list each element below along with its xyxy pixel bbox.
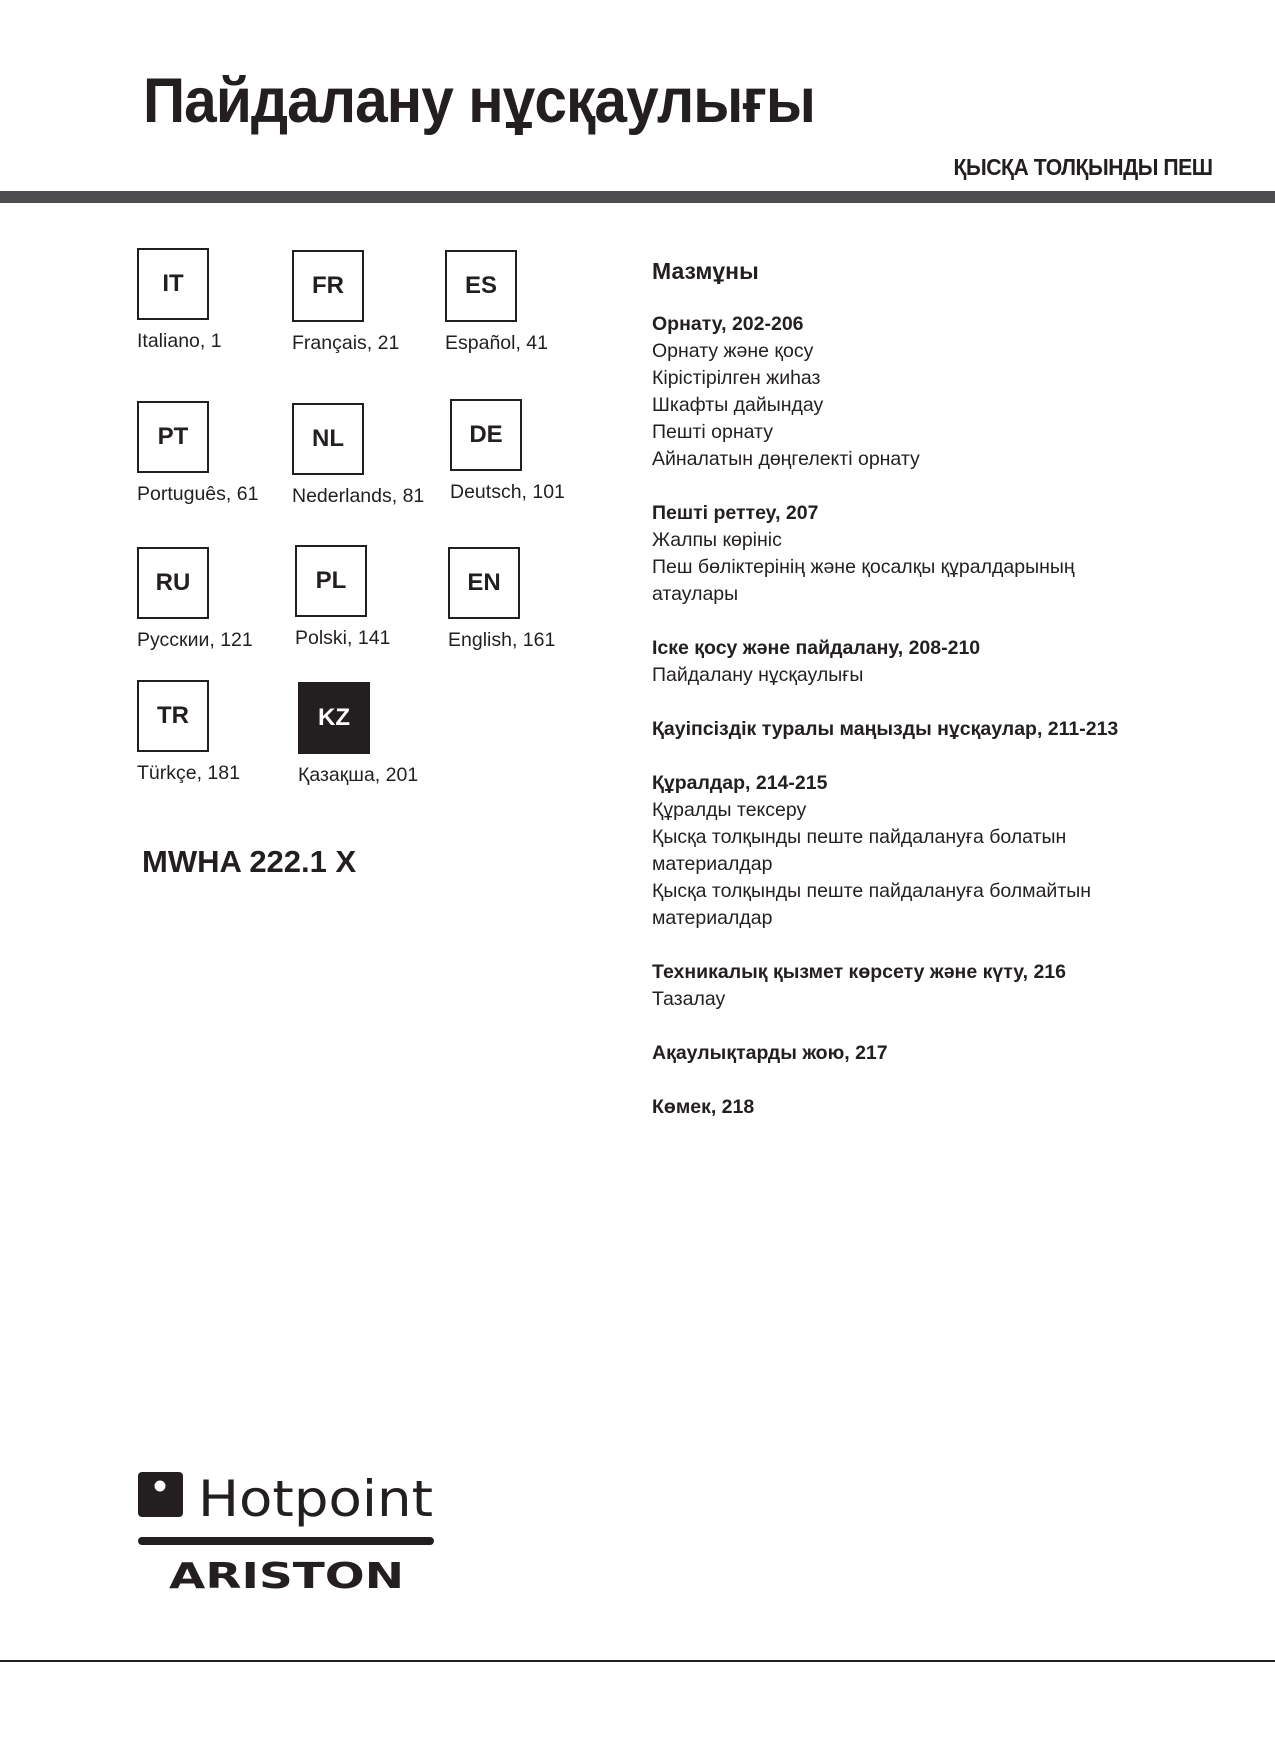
language-code-box: ES [445,250,517,322]
language-label: Türkçe, 181 [137,762,240,784]
toc-heading: Мазмұны [652,258,759,284]
language-label: Nederlands, 81 [292,485,425,507]
toc-section [652,1094,1252,1121]
footer-divider [0,1660,1275,1662]
toc-item: Шкафты дайындау [652,394,824,416]
toc-item: Пеш бөліктерінің және қосалқы құралдарының [652,556,1075,578]
language-code-box: KZ [298,682,370,754]
logo-brand-text: Hotpoint [198,1470,433,1528]
language-code-box: TR [137,680,209,752]
toc-section-title: Құралдар, 214-215 [652,772,828,794]
toc-section [652,311,1252,473]
language-item-es [445,250,548,355]
toc-section-title: Техникалық қызмет көрсету және күту, 216 [652,961,1066,983]
language-item-pt [137,401,258,506]
toc-item: материалдар [652,853,773,875]
page-title: Пайдалану нұсқаулығы [143,66,815,136]
hotpoint-ariston-logo [138,1470,434,1590]
toc-item: Қысқа толқынды пеште пайдалануға болмайтын [652,880,1092,902]
language-label: Deutsch, 101 [450,481,565,503]
toc-item: материалдар [652,907,773,929]
language-label: Қазақша, 201 [298,764,419,786]
language-code-box: IT [137,248,209,320]
language-label: Português, 61 [137,483,259,505]
toc-item: Жалпы көрініс [652,529,782,551]
model-number: MWHA 222.1 X [142,844,357,879]
toc-section-title: Көмек, 218 [652,1096,755,1118]
language-label: English, 161 [448,629,556,651]
language-item-pl [295,545,390,650]
toc-section [652,770,1252,932]
toc-section [652,1040,1252,1067]
toc-item: Қысқа толқынды пеште пайдалануға болатын [652,826,1067,848]
language-code-box: DE [450,399,522,471]
toc-item: Құралды тексеру [652,799,807,821]
language-item-kz [298,682,418,787]
language-item-de [450,399,565,504]
toc-item: Кірістірілген жиһаз [652,367,821,389]
toc-item: Айналатын дөңгелекті орнату [652,448,920,470]
toc-item: Тазалау [652,988,726,1010]
toc-item: атаулары [652,583,739,605]
toc-section [652,959,1252,1013]
language-label: Français, 21 [292,332,400,354]
language-label: Русскии, 121 [137,629,253,651]
toc-item: Пешті орнату [652,421,773,443]
toc-section-title: Ақаулықтарды жою, 217 [652,1042,888,1064]
toc-section-title: Орнату, 202-206 [652,313,804,335]
language-code-box: EN [448,547,520,619]
language-item-it [137,248,222,353]
language-item-ru [137,547,253,652]
toc-item: Орнату және қосу [652,340,814,362]
toc-section-title: Іске қосу және пайдалану, 208-210 [652,637,981,659]
toc-item: Пайдалану нұсқаулығы [652,664,864,686]
product-type: ҚЫСҚА ТОЛҚЫНДЫ ПЕШ [953,154,1213,180]
logo-sub-text: ARISTON [169,1556,404,1590]
language-code-box: NL [292,403,364,475]
language-item-en [448,547,555,652]
language-item-tr [137,680,240,785]
toc-section [652,500,1252,608]
language-label: Polski, 141 [295,627,391,649]
language-code-box: RU [137,547,209,619]
language-code-box: PL [295,545,367,617]
language-label: Italiano, 1 [137,330,222,352]
toc-section [652,716,1252,743]
language-label: Español, 41 [445,332,548,354]
language-item-fr [292,250,399,355]
language-code-box: PT [137,401,209,473]
logo-square-icon [138,1472,183,1517]
table-of-contents [652,256,1252,1148]
toc-section-title: Пешті реттеу, 207 [652,502,819,524]
toc-section-title: Қауіпсіздік туралы маңызды нұсқаулар, 211-213 [652,718,1119,740]
toc-section [652,635,1252,689]
header-divider [0,191,1275,203]
language-code-box: FR [292,250,364,322]
language-item-nl [292,403,424,508]
